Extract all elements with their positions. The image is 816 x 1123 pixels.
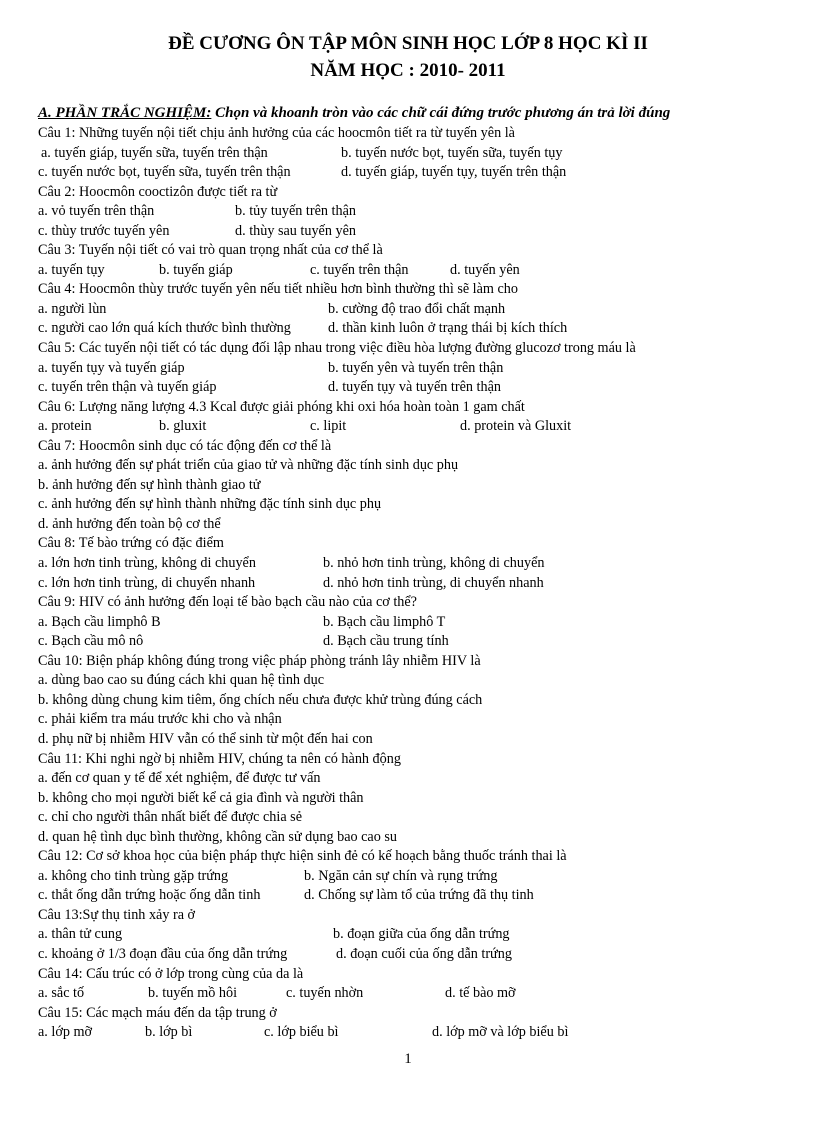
line-text: Câu 9: HIV có ảnh hưởng đến loại tế bào bạch cầu nào của cơ thể? <box>38 594 417 611</box>
text-line <box>38 574 798 594</box>
option-text: d. protein và Gluxit <box>460 418 572 435</box>
option-text: a. sắc tố <box>38 985 85 1002</box>
line-text: Câu 5: Các tuyến nội tiết có tác dụng đối lập nhau trong việc điều hòa lượng đường glucozơ trong máu là <box>38 340 636 357</box>
text-line <box>38 906 798 926</box>
text-line <box>38 652 798 672</box>
text-line <box>38 495 798 515</box>
text-line <box>38 222 798 242</box>
text-line <box>38 554 798 574</box>
option-text: c. tuyến nước bọt, tuyến sữa, tuyến trên thận <box>38 164 291 181</box>
page-number: 1 <box>404 1051 412 1067</box>
option-text: b. lớp bì <box>145 1024 193 1041</box>
text-line <box>38 867 798 887</box>
option-text: c. Bạch cầu mô nô <box>38 633 144 650</box>
text-line <box>38 925 798 945</box>
option-text: d. Bạch cầu trung tính <box>323 633 449 650</box>
option-text: a. protein <box>38 418 92 435</box>
option-text: d. tế bào mỡ <box>445 985 516 1002</box>
option-text: a. Bạch cầu limphô B <box>38 613 161 630</box>
option-text: b. gluxit <box>159 418 207 435</box>
option-text: d. tuyến giáp, tuyến tụy, tuyến trên thận <box>341 164 567 181</box>
text-line <box>38 750 798 770</box>
text-line <box>38 202 798 222</box>
text-line <box>38 417 798 437</box>
option-text: c. tuyến nhờn <box>286 985 364 1002</box>
text-line <box>38 339 798 359</box>
text-line <box>38 769 798 789</box>
option-text: d. lớp mỡ và lớp biểu bì <box>432 1024 569 1041</box>
option-text: a. lớn hơn tinh trùng, không di chuyển <box>38 555 256 572</box>
option-text: b. Bạch cầu limphô T <box>323 613 446 630</box>
option-text: b. tủy tuyến trên thận <box>235 203 356 220</box>
line-text: Câu 2: Hoocmôn cooctizôn được tiết ra từ <box>38 183 278 200</box>
text-line <box>38 984 798 1004</box>
text-line <box>38 437 798 457</box>
option-text: d. thùy sau tuyến yên <box>235 222 356 239</box>
section-heading <box>38 105 670 122</box>
text-line <box>38 1004 798 1024</box>
option-text: c. thắt ống dẫn trứng hoặc ống dẫn tinh <box>38 887 261 904</box>
option-text: b. tuyến nước bọt, tuyến sữa, tuyến tụy <box>341 144 563 161</box>
text-line <box>38 965 798 985</box>
line-text: b. không dùng chung kim tiêm, ống chích nếu chưa được khử trùng đúng cách <box>38 691 483 708</box>
line-text: Câu 1: Những tuyến nội tiết chịu ảnh hưởng của các hoocmôn tiết ra từ tuyến yên là <box>38 125 515 141</box>
text-line <box>38 183 798 203</box>
text-line <box>38 515 798 535</box>
line-text: Câu 14: Cấu trúc có ở lớp trong cùng của da là <box>38 965 304 982</box>
line-text: Câu 13:Sự thụ tinh xảy ra ở <box>38 906 196 923</box>
line-text: Câu 6: Lượng năng lượng 4.3 Kcal được giải phóng khi oxi hóa hoàn toàn 1 gam chất <box>38 398 525 415</box>
line-text: Câu 8: Tế bào trứng có đặc điểm <box>38 535 224 552</box>
text-line <box>38 378 798 398</box>
option-text: a. tuyến giáp, tuyến sữa, tuyến trên thận <box>41 144 268 161</box>
text-line <box>38 124 798 144</box>
text-line <box>38 808 798 828</box>
text-line <box>38 671 798 691</box>
line-text: Câu 11: Khi nghi ngờ bị nhiễm HIV, chúng ta nên có hành động <box>38 750 401 767</box>
option-text: d. tuyến tụy và tuyến trên thận <box>328 379 501 396</box>
text-line <box>38 456 798 476</box>
option-text: b. tuyến giáp <box>159 261 233 278</box>
option-text: a. lớp mỡ <box>38 1024 93 1041</box>
line-text: a. dùng bao cao su đúng cách khi quan hệ tình dục <box>38 672 325 689</box>
text-line <box>38 300 798 320</box>
text-line <box>38 632 798 652</box>
text-line <box>38 730 798 750</box>
option-text: b. tuyến mồ hôi <box>148 985 238 1002</box>
text-line <box>38 534 798 554</box>
text-line <box>38 280 798 300</box>
line-text: b. ảnh hưởng đến sự hình thành giao tử <box>38 476 261 493</box>
option-text: b. cường độ trao đổi chất mạnh <box>328 300 506 317</box>
line-text: c. chỉ cho người thân nhất biết để được chia sẻ <box>38 809 302 826</box>
option-text: a. vỏ tuyến trên thận <box>38 203 155 220</box>
line-text: Câu 3: Tuyến nội tiết có vai trò quan trọng nhất của cơ thể là <box>38 242 383 259</box>
option-text: a. tuyến tụy <box>38 261 105 278</box>
line-text: Câu 12: Cơ sở khoa học của biện pháp thực hiện sinh đẻ có kế hoạch bằng thuốc tránh thai là <box>38 848 567 865</box>
option-text: d. nhỏ hơn tinh trùng, di chuyển nhanh <box>323 574 544 591</box>
option-text: d. tuyến yên <box>450 261 520 278</box>
text-line <box>38 593 798 613</box>
option-text: d. đoạn cuối của ống dẫn trứng <box>336 945 512 962</box>
text-line <box>38 241 798 261</box>
text-line <box>38 886 798 906</box>
line-text: a. ảnh hưởng đến sự phát triển của giao tử và những đặc tính sinh dục phụ <box>38 457 459 474</box>
option-text: b. tuyến yên và tuyến trên thận <box>328 359 504 376</box>
option-text: c. tuyến trên thận <box>310 261 409 278</box>
school-year-title: NĂM HỌC : 2010- 2011 <box>310 60 506 81</box>
option-text: a. người lùn <box>38 300 107 317</box>
text-line <box>38 319 798 339</box>
option-text: a. thân tử cung <box>38 926 123 943</box>
document-title: ĐỀ CƯƠNG ÔN TẬP MÔN SINH HỌC LỚP 8 HỌC KÌ II <box>168 33 648 54</box>
option-text: d. thần kinh luôn ở trạng thái bị kích thích <box>328 320 568 337</box>
text-line <box>38 144 798 164</box>
text-line <box>38 710 798 730</box>
option-text: c. lipit <box>310 418 347 435</box>
option-text: c. thùy trước tuyến yên <box>38 222 170 239</box>
option-text: a. tuyến tụy và tuyến giáp <box>38 359 185 376</box>
line-text: d. ảnh hưởng đến toàn bộ cơ thể <box>38 515 221 532</box>
text-line <box>38 789 798 809</box>
line-text: Câu 15: Các mạch máu đến da tập trung ở <box>38 1004 277 1021</box>
line-text: Câu 10: Biện pháp không đúng trong việc pháp phòng tránh lây nhiễm HIV là <box>38 652 481 669</box>
option-text: b. đoạn giữa của ống dẫn trứng <box>333 926 510 943</box>
text-line <box>38 828 798 848</box>
option-text: c. tuyến trên thận và tuyến giáp <box>38 379 217 396</box>
line-text: c. ảnh hưởng đến sự hình thành những đặc tính sinh dục phụ <box>38 496 382 513</box>
text-line <box>38 261 798 281</box>
option-text: b. nhỏ hơn tinh trùng, không di chuyển <box>323 555 545 572</box>
section-instruction: Chọn và khoanh tròn vào các chữ cái đứng trước phương án trả lời đúng <box>211 105 671 121</box>
text-line <box>38 945 798 965</box>
line-text: d. quan hệ tình dục bình thường, không cần sử dụng bao cao su <box>38 828 397 845</box>
option-text: c. lớp biểu bì <box>264 1024 339 1041</box>
text-line <box>38 613 798 633</box>
option-text: b. Ngăn cản sự chín và rụng trứng <box>304 867 498 884</box>
line-text: c. phải kiểm tra máu trước khi cho và nhận <box>38 711 282 728</box>
line-text: b. không cho mọi người biết kể cả gia đình và người thân <box>38 789 364 806</box>
line-text: Câu 4: Hoocmôn thùy trước tuyến yên nếu tiết nhiều hơn bình thường thì sẽ làm cho <box>38 281 518 298</box>
option-text: a. không cho tinh trùng gặp trứng <box>38 867 229 884</box>
line-text: Câu 7: Hoocmôn sinh dục có tác động đến cơ thể là <box>38 437 332 454</box>
line-text: a. đến cơ quan y tế để xét nghiệm, để được tư vấn <box>38 770 321 787</box>
option-text: c. khoảng ở 1/3 đoạn đầu của ống dẫn trứng <box>38 945 288 962</box>
text-line <box>38 476 798 496</box>
text-line <box>38 398 798 418</box>
question-list <box>38 124 798 1043</box>
text-line <box>38 163 798 183</box>
text-line <box>38 847 798 867</box>
text-line <box>38 691 798 711</box>
line-text: d. phụ nữ bị nhiễm HIV vẫn có thể sinh từ một đến hai con <box>38 730 373 747</box>
option-text: c. người cao lớn quá kích thước bình thường <box>38 320 291 337</box>
option-text: c. lớn hơn tinh trùng, di chuyển nhanh <box>38 574 256 591</box>
section-label: A. PHẦN TRẮC NGHIỆM: <box>38 105 212 121</box>
text-line <box>38 359 798 379</box>
option-text: d. Chống sự làm tổ của trứng đã thụ tinh <box>304 887 534 904</box>
text-line <box>38 1023 798 1043</box>
